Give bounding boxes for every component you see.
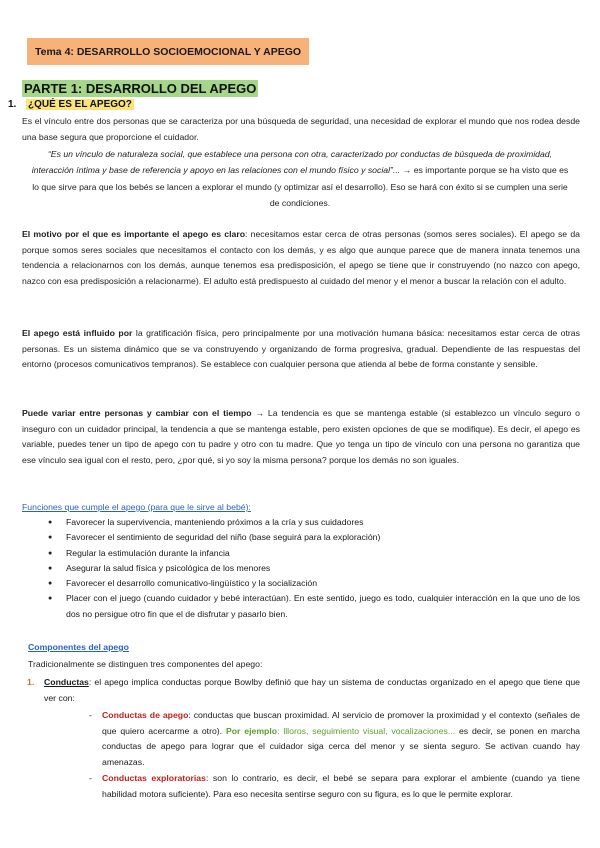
motive-paragraph xyxy=(22,227,580,289)
motive-text: : necesitamos estar cerca de otras personas (somos seres sociales). El apego se da porque somos seres sociales que necesitamos el contacto con los demás, y es algo que aunque parece que de manera innata tenemos una tendencia a relacionarnos con los demás, aunque tenemos esa predisposición, el apego se tiene que ir construyendo (no nazco con apego, nazco con esa predisposición a relacionarme). El adulto está predispuesto al cuidado del menor y el menor a buscar la relación con el adulto. xyxy=(22,229,580,286)
component-label: Conductas xyxy=(44,677,89,687)
topic-banner xyxy=(27,38,309,65)
list-item: ● Regular la estimulación durante la infancia xyxy=(48,546,580,561)
component-text: : el apego implica conductas porque Bowlby definió que hay un sistema de conductas organizado en el apego que tiene que ver con: xyxy=(44,677,580,703)
subitem-label: Conductas exploratorias xyxy=(102,773,206,783)
subitem-text: : son lo contrario, es decir, el bebé se separa para explorar el ambiente (cuando ya tiene habilidad motora suficiente). Para eso necesita sentirse seguro con su figura, es lo que le permite explorar. xyxy=(102,773,580,799)
components-intro: Tradicionalmente se distinguen tres componentes del apego: xyxy=(28,659,263,669)
variation-paragraph xyxy=(22,406,580,468)
example-text: : llloros, seguimiento visual, vocalizaciones... xyxy=(277,725,456,736)
section-number: 1. xyxy=(8,99,17,110)
list-item: ● Favorecer la supervivencia, manteniendo próximos a la cría y sus cuidadores xyxy=(48,515,580,530)
subitem-label: Conductas de apego xyxy=(102,710,189,720)
list-item: ● Asegurar la salud física y psicológica de los menores xyxy=(48,561,580,576)
variation-lead: Puede variar entre personas y cambiar con el tiempo xyxy=(22,408,252,418)
subitem-text: : conductas que buscan proximidad. Al servicio de promover la proximidad y el contexto (señales de que quiero acercarme a otro). xyxy=(102,710,580,736)
definition-paragraph xyxy=(22,114,580,145)
subitem-exploratory-behaviors xyxy=(89,771,580,802)
topic-title: Tema 4: DESARROLLO SOCIOEMOCIONAL Y APEGO xyxy=(35,45,302,58)
influence-paragraph xyxy=(22,326,580,373)
components-title: Componentes del apego xyxy=(28,642,129,652)
influence-lead: El apego está influido por xyxy=(22,328,133,338)
component-item-conductas xyxy=(27,675,580,706)
quote-paragraph xyxy=(30,146,570,211)
variation-text: → La tendencia es que se mantenga estable (si establezco un vínculo seguro o inseguro con un cuidador principal, la tendencia a que se mantenga estable, pero existen opciones de que se modifique). Es decir, el apego es variable, puedes tener un tipo de apego con tu padre y otro con tu madre. Que yo tenga un tipo de vínculo con una persona no garantiza que ese vínculo sea igual con el resto, pero, ¿por qué, si yo soy la misma persona? porque los demás no son iguales. xyxy=(22,408,580,465)
example-label: Por ejemplo xyxy=(225,725,278,736)
functions-heading xyxy=(22,500,580,516)
part-heading: PARTE 1: DESARROLLO DEL APEGO xyxy=(24,81,257,96)
functions-title: Funciones que cumple el apego (para que le sirve al bebé): xyxy=(22,502,251,512)
quote-text: “Es un vínculo de naturaleza social, que establece una persona con otra, caracterizado por conductas de búsqueda de proximidad, interacción íntima y base de referencia y apoyo en las relaciones con el mundo físico y social”... xyxy=(31,149,553,176)
list-item: ● Favorecer el desarrollo comunicativo-lingüístico y la socialización xyxy=(48,576,580,591)
components-heading xyxy=(28,640,578,656)
dash-marker: - xyxy=(89,710,92,720)
subitem-attachment-behaviors xyxy=(89,708,580,770)
section-heading xyxy=(8,99,134,110)
dash-marker: - xyxy=(89,773,92,783)
section-title: ¿QUÉ ES EL APEGO? xyxy=(28,99,132,110)
definition-text: Es el vínculo entre dos personas que se caracteriza por una búsqueda de seguridad, una necesidad de explorar el mundo que nos rodea desde una base segura que proporcione el cuidador. xyxy=(22,116,580,142)
list-item: ● Favorecer el sentimiento de seguridad del niño (base seguirá para la exploración) xyxy=(48,530,580,545)
quote-followup: → es importante porque se ha visto que es lo que sirve para que los bebés se lancen a explorar el mundo (y optimizar así el desarrollo). Eso se hará con éxito si se cumplen una serie de condiciones. xyxy=(32,165,569,208)
subitem-text-continued: es decir, se ponen en marcha conductas de apego para lograr que el cuidador siga cerca del menor y se sienta seguro. Se activan cuando hay amenazas. xyxy=(102,725,580,767)
motive-lead: El motivo por el que es importante el apego es claro xyxy=(22,229,246,239)
influence-text: la gratificación física, pero principalmente por una motivación humana básica: necesitamos estar cerca de otras personas. Es un sistema dinámico que se va construyendo y organizando de forma progresiva, gradual. Dependiente de las respuestas del entorno (procesos comunicativos tempranos). Se establece con cualquier persona que atienda al bebe de forma constante y sensible. xyxy=(22,328,580,369)
component-number: 1. xyxy=(27,677,35,687)
list-item: ● Placer con el juego (cuando cuidador y bebé interactúan). En este sentido, juego es todo, cualquier interacción en la que uno de los dos no persigue otro fin que el de disfrutar y pasarlo bien. xyxy=(48,591,580,622)
functions-list xyxy=(48,515,580,622)
